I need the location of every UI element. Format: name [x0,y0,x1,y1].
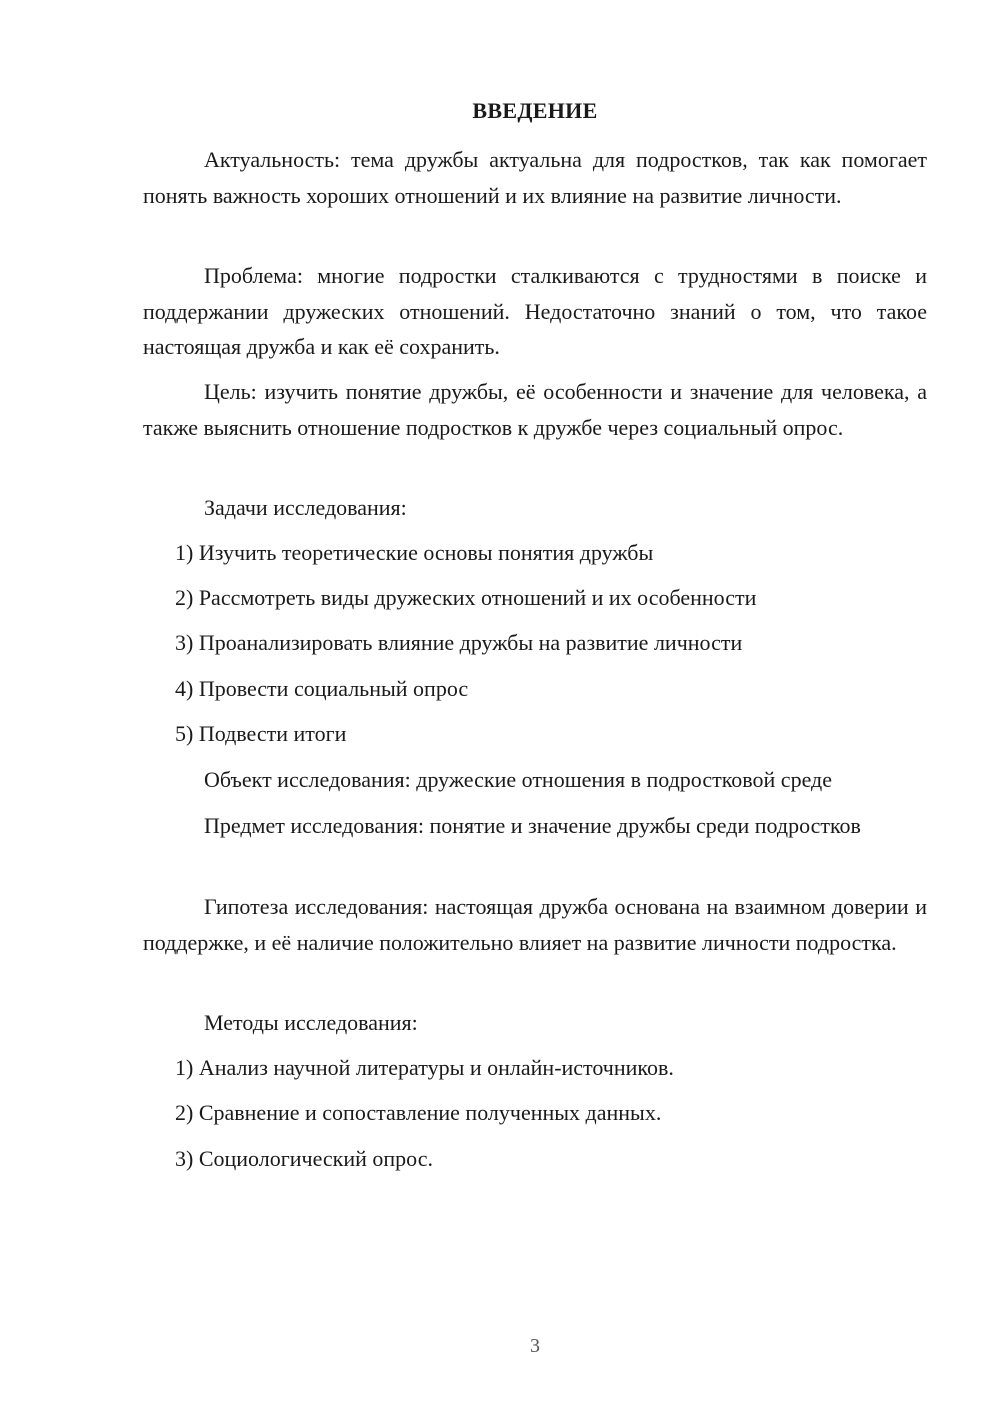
problem-paragraph: Проблема: многие подростки сталкиваются с трудностями в поиске и поддержании дружеских отношений. Недостаточно знаний о том, что такое настоящая дружба и как её сохранить. [143,263,927,359]
hypothesis-paragraph: Гипотеза исследования: настоящая дружба основана на взаимном доверии и поддержке, и её наличие положительно влияет на развитие личности подростка. [143,894,927,955]
method-item-2: 2) Сравнение и сопоставление полученных данных. [175,1100,662,1125]
task-item-5: 5) Подвести итоги [175,721,347,746]
task-item-4: 4) Провести социальный опрос [175,676,469,701]
relevance-paragraph: Актуальность: тема дружбы актуальна для подростков, так как помогает понять важность хороших отношений и их влияние на развитие личности. [143,147,927,208]
methods-title: Методы исследования: [204,1010,418,1035]
section-heading: ВВЕДЕНИЕ [472,98,598,123]
document-page [143,0,927,1414]
task-item-2: 2) Рассмотреть виды дружеских отношений и их особенности [175,585,757,610]
method-item-1: 1) Анализ научной литературы и онлайн-источников. [175,1055,674,1080]
subject-paragraph: Предмет исследования: понятие и значение дружбы среди подростков [204,813,861,838]
goal-paragraph: Цель: изучить понятие дружбы, её особенности и значение для человека, а также выяснить отношение подростков к дружбе через социальный опрос. [143,379,927,440]
object-paragraph: Объект исследования: дружеские отношения в подростковой среде [204,767,832,792]
method-item-3: 3) Социологический опрос. [175,1146,433,1171]
page-number: 3 [530,1335,540,1357]
task-item-3: 3) Проанализировать влияние дружбы на развитие личности [175,630,743,655]
task-item-1: 1) Изучить теоретические основы понятия дружбы [175,540,654,565]
tasks-title: Задачи исследования: [204,495,407,520]
